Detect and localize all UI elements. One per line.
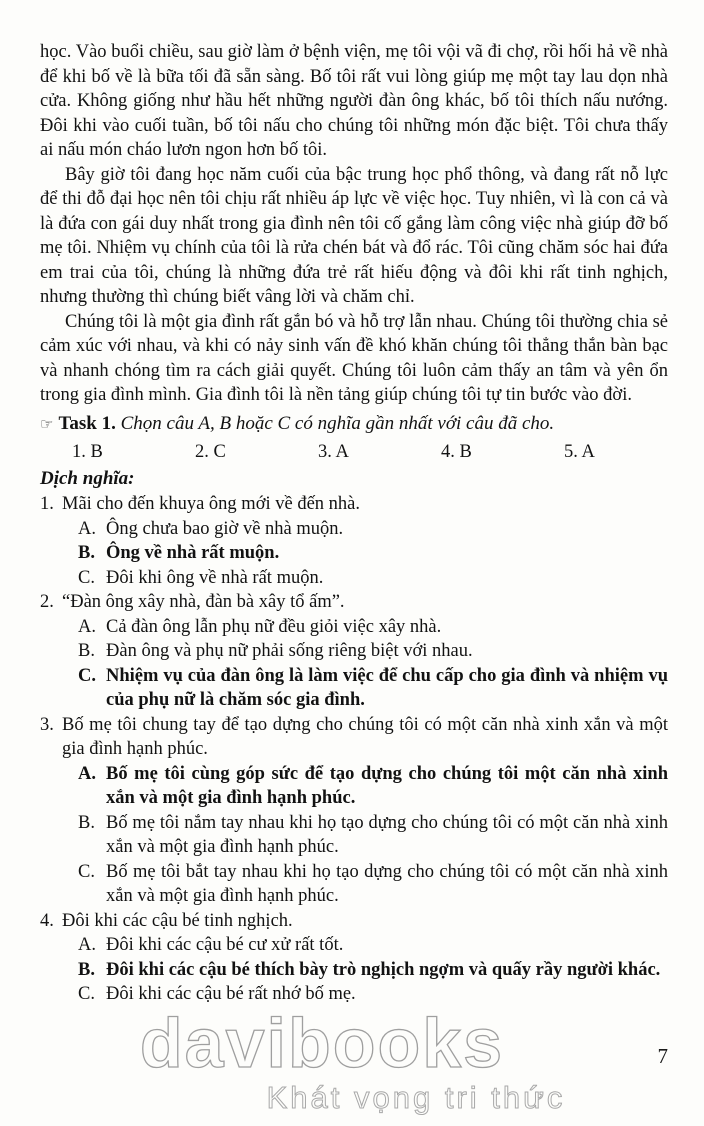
option-text: Bố mẹ tôi nắm tay nhau khi họ tạo dựng cho chúng tôi có một căn nhà xinh xắn và một gia đình hạnh phúc. xyxy=(106,812,668,857)
answer-key-5: 5. A xyxy=(564,442,595,462)
question-prompt xyxy=(40,492,668,517)
watermark-slogan: Khát vọng tri thức xyxy=(266,1080,566,1115)
option-a xyxy=(40,933,668,958)
question-number: 4. xyxy=(40,910,54,931)
question-block-3 xyxy=(40,713,668,909)
option-label: A. xyxy=(78,518,96,539)
body-paragraph-2: Bây giờ tôi đang học năm cuối của bậc trung học phổ thông, và đang rất nỗ lực để thi đỗ đại học nên tôi chịu rất nhiều áp lực về việc học. Tuy nhiên, vì là con cả và là đứa con gái duy nhất trong gia đình nên tôi cố gắng làm công việc nhà giúp đỡ bố mẹ tôi. Nhiệm vụ chính của tôi là rửa chén bát và đổ rác. Tôi cũng chăm sóc hai đứa em trai của tôi, chúng là những đứa trẻ rất hiếu động và đôi khi rất tinh nghịch, nhưng thường thì chúng biết vâng lời và chăm chỉ. xyxy=(40,164,668,307)
option-label: A. xyxy=(78,935,96,955)
option-c xyxy=(40,982,668,1007)
option-label: C. xyxy=(78,665,96,686)
option-text: Nhiệm vụ của đàn ông là làm việc để chu cấp cho gia đình và nhiệm vụ của phụ nữ là chăm sóc gia đình. xyxy=(106,665,668,710)
question-number: 3. xyxy=(40,714,54,735)
answer-key-3: 3. A xyxy=(318,442,349,462)
option-text: Đàn ông và phụ nữ phải sống riêng biệt với nhau. xyxy=(106,641,473,661)
answer-key-4: 4. B xyxy=(441,442,472,462)
option-text: Ông chưa bao giờ về nhà muộn. xyxy=(106,518,344,539)
question-text: Mãi cho đến khuya ông mới về đến nhà. xyxy=(62,494,361,514)
option-a xyxy=(40,615,668,640)
answer-key-2: 2. C xyxy=(195,442,226,462)
option-c xyxy=(40,860,668,909)
davibooks-watermark xyxy=(0,1004,704,1115)
option-c xyxy=(40,566,668,591)
option-label: A. xyxy=(78,616,96,637)
option-b xyxy=(40,958,668,983)
answer-key-row xyxy=(40,440,668,465)
option-text: Bố mẹ tôi bắt tay nhau khi họ tạo dựng cho chúng tôi có một căn nhà xinh xắn và một gia đình hạnh phúc. xyxy=(106,861,668,906)
question-text: Bố mẹ tôi chung tay để tạo dựng cho chúng tôi có một căn nhà xinh xắn và một gia đình hạnh phúc. xyxy=(62,714,668,759)
option-text: Đôi khi các cậu bé cư xử rất tốt. xyxy=(106,935,344,955)
option-label: C. xyxy=(78,984,95,1004)
option-a xyxy=(40,762,668,811)
translation-heading: Dịch nghĩa: xyxy=(40,467,135,489)
task-heading xyxy=(40,412,668,438)
body-paragraph-3: Chúng tôi là một gia đình rất gắn bó và hỗ trợ lẫn nhau. Chúng tôi thường chia sẻ cảm xúc với nhau, và khi có nảy sinh vấn đề khó khăn chúng tôi thẳng thắn bàn bạc và nhanh chóng tìm ra cách giải quyết. Chúng tôi luôn cảm thấy an tâm và yên ổn trong gia đình mình. Gia đình tôi là nền tảng giúp chúng tôi tự tin bước vào đời. xyxy=(40,311,668,405)
option-label: B. xyxy=(78,543,95,563)
option-text: Ông về nhà rất muộn. xyxy=(106,543,280,563)
task-instruction: Chọn câu A, B hoặc C có nghĩa gần nhất với câu đã cho. xyxy=(120,412,555,434)
question-prompt xyxy=(40,590,668,615)
question-block-1 xyxy=(40,492,668,590)
option-label: C. xyxy=(78,861,95,882)
watermark-logo-text: davibooks xyxy=(139,1004,505,1082)
question-prompt xyxy=(40,909,668,934)
option-label: B. xyxy=(78,959,95,980)
page-number: 7 xyxy=(657,1044,668,1068)
option-label: C. xyxy=(78,567,95,588)
question-text: Đôi khi các cậu bé tinh nghịch. xyxy=(62,910,293,931)
option-text: Cả đàn ông lẫn phụ nữ đều giỏi việc xây nhà. xyxy=(106,616,442,637)
option-b xyxy=(40,541,668,566)
option-label: A. xyxy=(78,763,96,784)
task-label: Task 1. xyxy=(58,412,116,434)
question-text: “Đàn ông xây nhà, đàn bà xây tổ ấm”. xyxy=(62,592,345,612)
option-text: Đôi khi các cậu bé thích bày trò nghịch ngợm và quấy rầy người khác. xyxy=(106,959,661,980)
option-text: Đôi khi các cậu bé rất nhớ bố mẹ. xyxy=(106,984,356,1004)
question-block-2 xyxy=(40,590,668,713)
option-b xyxy=(40,639,668,664)
question-number: 1. xyxy=(40,494,54,514)
question-prompt xyxy=(40,713,668,762)
option-a xyxy=(40,517,668,542)
option-text: Đôi khi ông về nhà rất muộn. xyxy=(106,567,324,588)
answer-key-1: 1. B xyxy=(72,442,103,462)
option-c xyxy=(40,664,668,713)
question-block-4 xyxy=(40,909,668,1007)
question-number: 2. xyxy=(40,592,54,612)
pointing-hand-icon: ☞ xyxy=(40,416,54,433)
body-paragraph-1: học. Vào buổi chiều, sau giờ làm ở bệnh viện, mẹ tôi vội vã đi chợ, rồi hối hả về nhà để khi bố về là bữa tối đã sẵn sàng. Bố tôi rất vui lòng giúp mẹ một tay lau dọn nhà cửa. Không giống như hầu hết những người đàn ông khác, bố tôi thích nấu nướng. Đôi khi vào cuối tuần, bố tôi nấu cho chúng tôi những món đặc biệt. Tôi chưa thấy ai nấu món cháo lươn ngon hơn bố tôi. xyxy=(40,42,668,160)
option-label: B. xyxy=(78,812,95,833)
option-b xyxy=(40,811,668,860)
option-text: Bố mẹ tôi cùng góp sức để tạo dựng cho chúng tôi một căn nhà xinh xắn và một gia đình hạnh phúc. xyxy=(106,763,668,808)
option-label: B. xyxy=(78,641,95,661)
